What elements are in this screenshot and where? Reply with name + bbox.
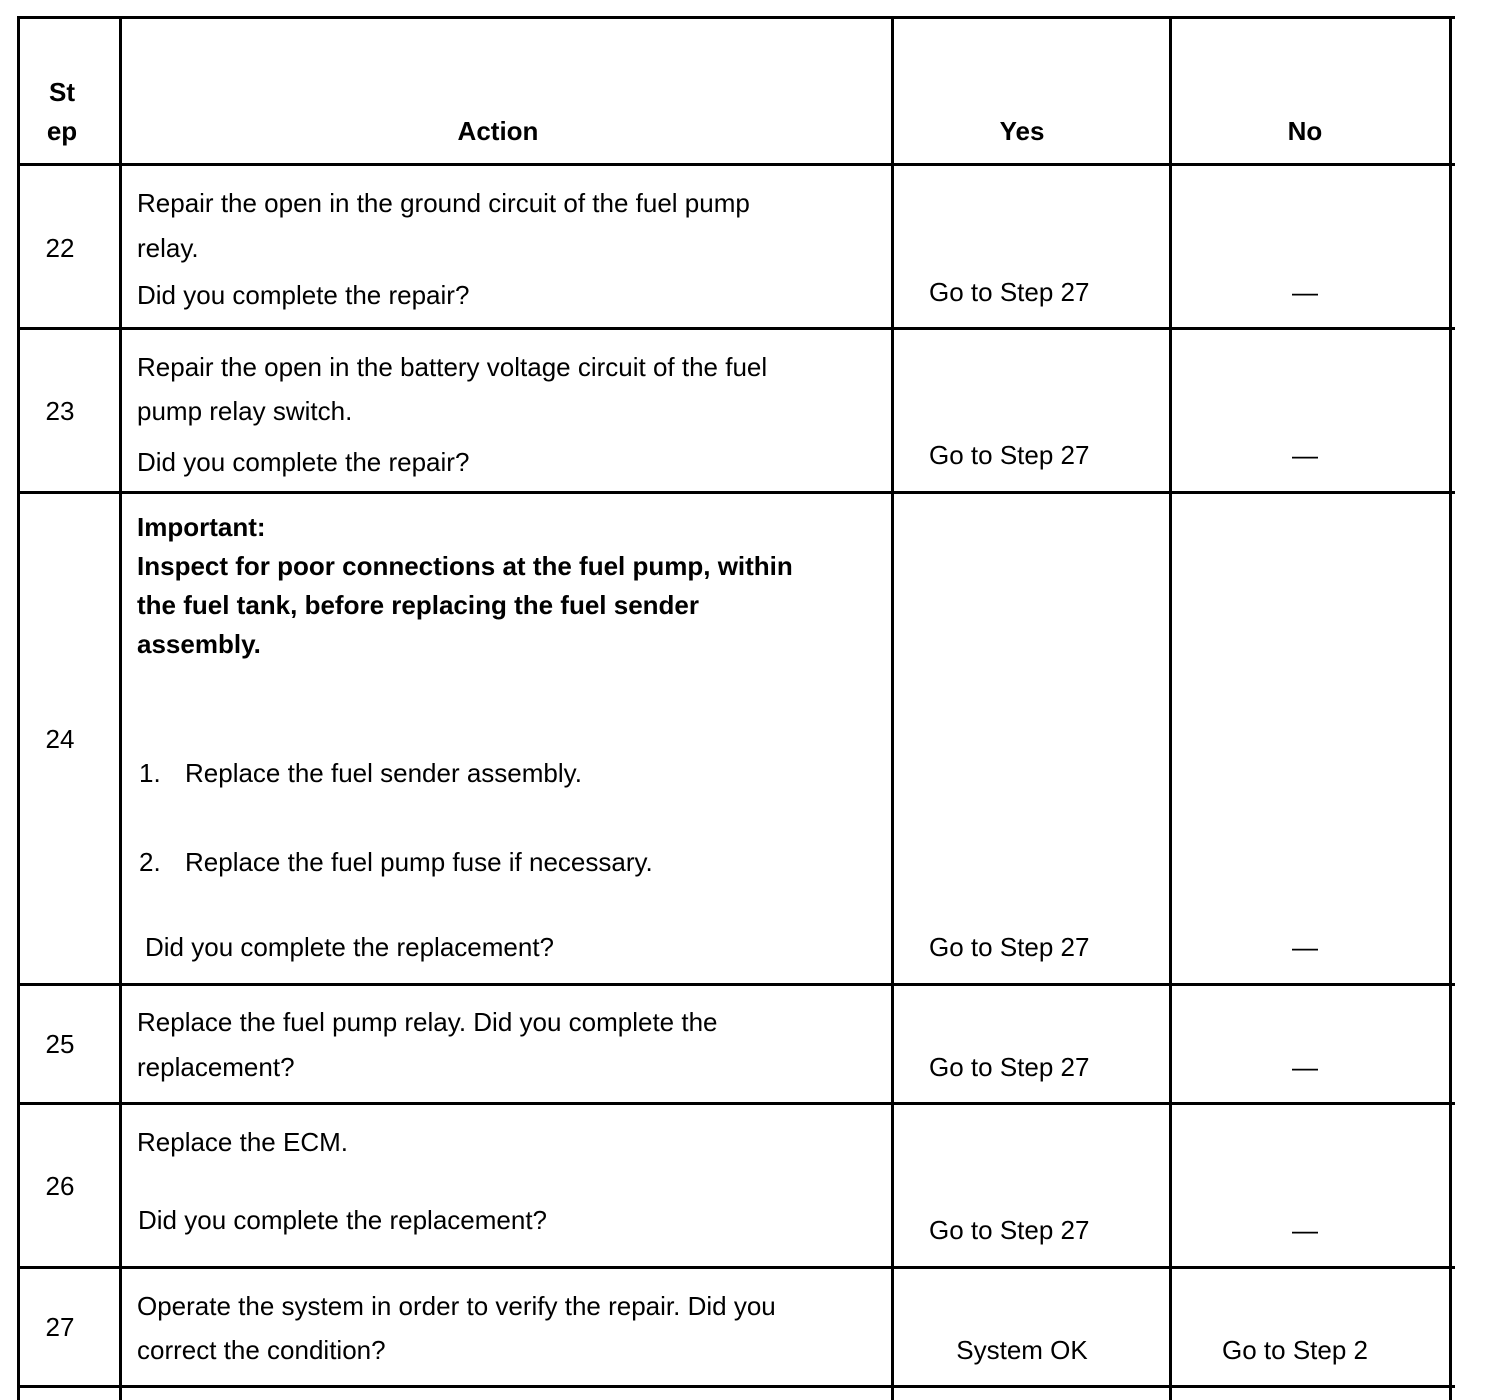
important-label: Important: bbox=[137, 512, 266, 542]
step-number: 25 bbox=[45, 1029, 75, 1059]
no-result: — bbox=[1292, 1215, 1318, 1245]
yes-result: Go to Step 27 bbox=[929, 440, 1090, 470]
header-step-line1: St bbox=[49, 77, 75, 107]
header-action: Action bbox=[457, 116, 539, 146]
step-number: 27 bbox=[45, 1312, 75, 1342]
header-yes: Yes bbox=[999, 116, 1045, 146]
important-text: assembly. bbox=[137, 629, 261, 659]
row-divider bbox=[18, 983, 1455, 986]
no-result: Go to Step 2 bbox=[1222, 1335, 1368, 1365]
no-result: — bbox=[1292, 440, 1318, 470]
row-divider bbox=[18, 16, 1455, 19]
list-item: Replace the fuel pump fuse if necessary. bbox=[185, 847, 653, 877]
action-text: Replace the fuel pump relay. Did you complete the bbox=[137, 1007, 718, 1037]
row-divider bbox=[18, 1385, 1455, 1388]
action-text: correct the condition? bbox=[137, 1335, 386, 1365]
step-number: 23 bbox=[45, 396, 75, 426]
row-divider bbox=[18, 327, 1455, 330]
list-number: 1. bbox=[139, 758, 161, 788]
list-item: Replace the fuel sender assembly. bbox=[185, 758, 582, 788]
no-result: — bbox=[1292, 1052, 1318, 1082]
action-text: Operate the system in order to verify the repair. Did you bbox=[137, 1291, 776, 1321]
header-step-line2: ep bbox=[46, 116, 78, 146]
row-divider bbox=[18, 491, 1455, 494]
row-divider bbox=[18, 163, 1455, 166]
important-text: Inspect for poor connections at the fuel pump, within bbox=[137, 551, 793, 581]
header-no: No bbox=[1287, 116, 1323, 146]
action-text: Repair the open in the battery voltage circuit of the fuel bbox=[137, 352, 768, 382]
row-divider bbox=[18, 1266, 1455, 1269]
step-number: 26 bbox=[45, 1171, 75, 1201]
column-divider bbox=[1449, 16, 1452, 1400]
yes-result: Go to Step 27 bbox=[929, 932, 1090, 962]
yes-result: System OK bbox=[956, 1335, 1088, 1365]
action-question: Did you complete the repair? bbox=[137, 447, 470, 477]
list-number: 2. bbox=[139, 847, 161, 877]
column-divider bbox=[1169, 16, 1172, 1400]
action-text: Replace the ECM. bbox=[137, 1127, 348, 1157]
action-question: Did you complete the repair? bbox=[137, 280, 470, 310]
action-text: relay. bbox=[137, 233, 199, 263]
action-text: Repair the open in the ground circuit of the fuel pump bbox=[137, 188, 750, 218]
no-result: — bbox=[1292, 277, 1318, 307]
action-question: Did you complete the replacement? bbox=[138, 1205, 548, 1235]
no-result: — bbox=[1292, 932, 1318, 962]
column-divider bbox=[119, 16, 122, 1400]
row-divider bbox=[18, 1102, 1455, 1105]
action-text: pump relay switch. bbox=[137, 396, 353, 426]
action-text: replacement? bbox=[137, 1052, 295, 1082]
yes-result: Go to Step 27 bbox=[929, 277, 1090, 307]
column-divider bbox=[891, 16, 894, 1400]
important-text: the fuel tank, before replacing the fuel sender bbox=[137, 590, 700, 620]
action-question: Did you complete the replacement? bbox=[145, 932, 555, 962]
yes-result: Go to Step 27 bbox=[929, 1052, 1090, 1082]
step-number: 22 bbox=[45, 233, 75, 263]
yes-result: Go to Step 27 bbox=[929, 1215, 1090, 1245]
step-number: 24 bbox=[45, 724, 75, 754]
